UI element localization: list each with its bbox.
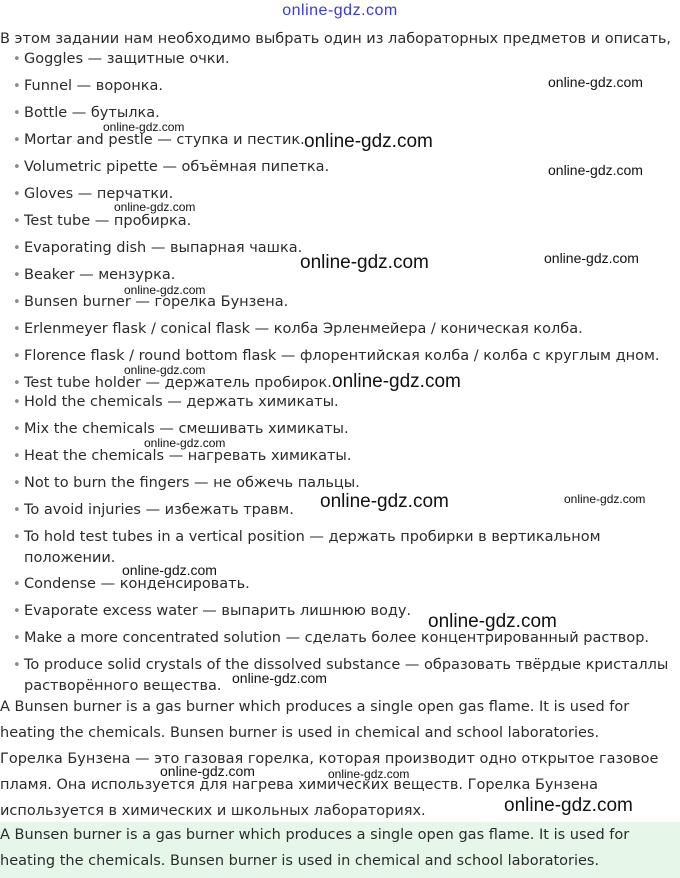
watermark: online-gdz.com xyxy=(504,795,633,816)
watermark: online-gdz.com xyxy=(124,283,206,297)
vocab-item: • Florence flask / round bottom flask — флорентийская колба / колба с круглым дном. xyxy=(24,346,660,367)
watermark: online-gdz.com xyxy=(428,611,557,632)
watermark: online-gdz.com xyxy=(548,74,643,90)
vocab-item: • Goggles — защитные очки. xyxy=(24,49,230,70)
vocab-item: • Volumetric pipette — объёмная пипетка. xyxy=(24,157,329,178)
vocab-item xyxy=(24,527,601,569)
watermark-top: online-gdz.com xyxy=(282,2,398,19)
watermark: online-gdz.com xyxy=(332,371,461,392)
vocab-item: • Mortar and pestle — ступка и пестик. xyxy=(24,130,305,151)
vocab-item-line: To hold test tubes in a vertical position — держать пробирки в вертикальном xyxy=(24,529,601,545)
vocab-item: • Gloves — перчатки. xyxy=(24,184,173,205)
intro-text: В этом задании нам необходимо выбрать один из лабораторных предметов и описать, xyxy=(0,31,671,47)
vocab-item-line: растворённого вещества. xyxy=(24,678,222,694)
vocab-item: • Make a more concentrated solution — сделать более концентрированный раствор. xyxy=(24,628,649,649)
paragraph-line: heating the chemicals. Bunsen burner is used in chemical and school laboratories. xyxy=(0,853,600,869)
vocab-item: • Mix the chemicals — смешивать химикаты. xyxy=(24,419,349,440)
vocab-item xyxy=(24,655,668,697)
paragraph-line: пламя. Она используется для нагрева химических веществ. Горелка Бунзена xyxy=(0,777,598,793)
vocab-item: • Evaporate excess water — выпарить лишнюю воду. xyxy=(24,601,411,622)
watermark: online-gdz.com xyxy=(300,252,429,273)
watermark: online-gdz.com xyxy=(564,492,646,506)
paragraph-line: heating the chemicals. Bunsen burner is used in chemical and school laboratories. xyxy=(0,725,600,741)
vocab-item: • Not to burn the fingers — не обжечь пальцы. xyxy=(24,473,360,494)
vocab-item: • To avoid injuries — избежать травм. xyxy=(24,500,294,521)
watermark: online-gdz.com xyxy=(544,250,639,266)
paragraph-russian xyxy=(0,746,680,824)
vocab-item: • Beaker — мензурка. xyxy=(24,265,175,286)
watermark: online-gdz.com xyxy=(160,763,255,779)
answer-highlight xyxy=(0,822,680,878)
vocab-item: • Funnel — воронка. xyxy=(24,76,163,97)
paragraph-english xyxy=(0,694,680,746)
vocab-item: • Erlenmeyer flask / conical flask — колба Эрленмейера / коническая колба. xyxy=(24,319,583,340)
vocab-item: • Condense — конденсировать. xyxy=(24,574,250,595)
vocab-item: • Test tube holder — держатель пробирок. xyxy=(24,373,332,394)
watermark: online-gdz.com xyxy=(103,120,185,134)
paragraph-line: используется в химических и школьных лабораториях. xyxy=(0,803,426,819)
watermark: online-gdz.com xyxy=(304,131,433,152)
watermark: online-gdz.com xyxy=(144,436,226,450)
vocab-item: • Test tube — пробирка. xyxy=(24,211,191,232)
vocab-item: • Hold the chemicals — держать химикаты. xyxy=(24,392,339,413)
vocab-item: • Bunsen burner — горелка Бунзена. xyxy=(24,292,288,313)
vocab-item: • Evaporating dish — выпарная чашка. xyxy=(24,238,302,259)
watermark: online-gdz.com xyxy=(232,670,327,686)
vocab-item-line: To produce solid crystals of the dissolved substance — образовать твёрдые кристаллы xyxy=(24,657,669,673)
watermark: online-gdz.com xyxy=(328,767,410,781)
watermark: online-gdz.com xyxy=(124,363,206,377)
watermark: online-gdz.com xyxy=(320,491,449,512)
watermark: online-gdz.com xyxy=(114,200,196,214)
paragraph-line: Горелка Бунзена — это газовая горелка, которая производит одно открытое газовое xyxy=(0,751,659,767)
vocab-item: • Bottle — бутылка. xyxy=(24,103,160,124)
paragraph-line: A Bunsen burner is a gas burner which produces a single open gas flame. It is used for xyxy=(0,699,630,715)
vocab-item: • Heat the chemicals — нагревать химикаты. xyxy=(24,446,351,467)
watermark: online-gdz.com xyxy=(548,162,643,178)
vocab-item-line: положении. xyxy=(24,550,116,566)
watermark: online-gdz.com xyxy=(122,562,217,578)
paragraph-line: A Bunsen burner is a gas burner which produces a single open gas flame. It is used for xyxy=(0,827,630,843)
